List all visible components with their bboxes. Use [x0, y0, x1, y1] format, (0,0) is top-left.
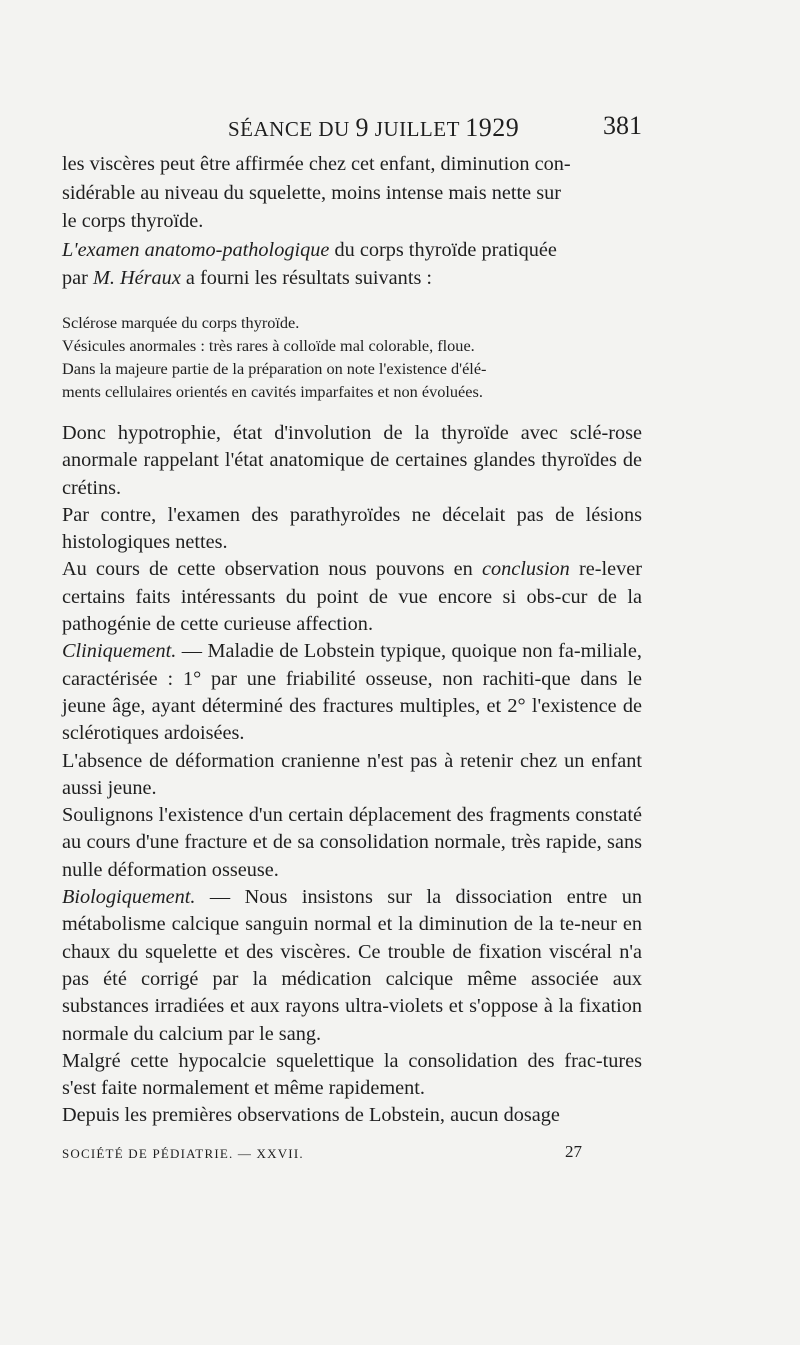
- page-number: 381: [603, 111, 642, 140]
- result-line-4: ments cellulaires orientés en cavités imparfaites et non évoluées.: [62, 382, 483, 401]
- paragraph-7: [62, 884, 642, 1048]
- exam-line2-rest: a fourni les résultats suivants :: [180, 267, 433, 290]
- paragraph-6: Soulignons l'existence d'un certain déplacement des fragments constaté au cours d'une fracture et de sa consolidation normale, très rapide, sans nulle déformation osseuse.: [62, 804, 642, 881]
- session-title: [228, 113, 519, 143]
- exam-author: M. Héraux: [92, 267, 181, 290]
- p7-italic: Biologiquement.: [62, 886, 196, 909]
- intro-text: [62, 150, 642, 293]
- result-line-1: Sclérose marquée du corps thyroïde.: [62, 313, 300, 332]
- exam-rest: du corps thyroïde pratiquée: [329, 238, 557, 261]
- title-day: 9: [355, 113, 370, 142]
- title-year: 1929: [465, 113, 520, 142]
- p3-end: re-lever certains faits intéressants du point de vue encore si obs-cur de la pathogénie de cette curieuse affection.: [62, 558, 642, 636]
- exam-italic: L'examen anatomo-pathologique: [62, 238, 330, 261]
- result-line-2: Vésicules anormales : très rares à colloïde mal colorable, floue.: [62, 336, 475, 355]
- body-text: [62, 420, 642, 1130]
- p4-rest: — Maladie de Lobstein typique, quoique non fa-miliale, caractérisée : 1° par une friabilité osseuse, non rachiti-que dans le jeune âge, ayant déterminé des fractures multiples, et 2° l'existence de sclérotiques ardoisées.: [62, 640, 642, 745]
- paragraph-8: Malgré cette hypocalcie squelettique la consolidation des frac-tures s'est faite normalement et même rapidement.: [62, 1049, 642, 1100]
- paragraph-2: Par contre, l'examen des parathyroïdes ne décelait pas de lésions histologiques nettes.: [62, 503, 642, 554]
- paragraph-3: [62, 556, 642, 638]
- result-line-3: Dans la majeure partie de la préparation on note l'existence d'élé-: [62, 359, 487, 378]
- p3-italic: conclusion: [481, 558, 570, 581]
- paragraph-1: Donc hypotrophie, état d'involution de la thyroïde avec sclé-rose anormale rappelant l'état anatomique de certaines glandes thyroïdes de crétins.: [62, 422, 642, 499]
- signature-mark: SOCIÉTÉ DE PÉDIATRIE. — XXVII.: [62, 1146, 304, 1161]
- exam-line-2: [62, 264, 642, 293]
- sheet-number: 27: [565, 1142, 582, 1161]
- p4-italic: Cliniquement.: [62, 640, 177, 663]
- exam-paragraph: [62, 236, 642, 265]
- page-footer: [62, 1142, 642, 1170]
- paragraph-9: Depuis les premières observations de Lobstein, aucun dosage: [62, 1104, 560, 1127]
- intro-line-2: sidérable au niveau du squelette, moins intense mais nette sur: [62, 181, 562, 204]
- title-month: JUILLET: [374, 117, 460, 141]
- title-prefix: SÉANCE DU: [228, 117, 350, 141]
- pathology-results: [62, 311, 642, 403]
- p7-rest: — Nous insistons sur la dissociation entre un métabolisme calcique sanguin normal et la diminution de la te-neur en chaux du squelette et des viscères. Ce trouble de fixation viscéral n'a pas été corrigé par la médication calcique même associée aux substances irradiées et aux rayons ultra-violets et s'oppose à la fixation normale du calcium par le sang.: [62, 886, 642, 1045]
- paragraph-4: [62, 638, 642, 747]
- p3-start: Au cours de cette observation nous pouvons en: [62, 558, 482, 581]
- paragraph-5: L'absence de déformation cranienne n'est pas à retenir chez un enfant aussi jeune.: [62, 749, 642, 799]
- intro-line-3: le corps thyroïde.: [62, 210, 204, 233]
- running-header: [228, 113, 642, 143]
- exam-prefix: par: [62, 267, 93, 290]
- intro-line-1: les viscères peut être affirmée chez cet enfant, diminution con-: [62, 153, 571, 175]
